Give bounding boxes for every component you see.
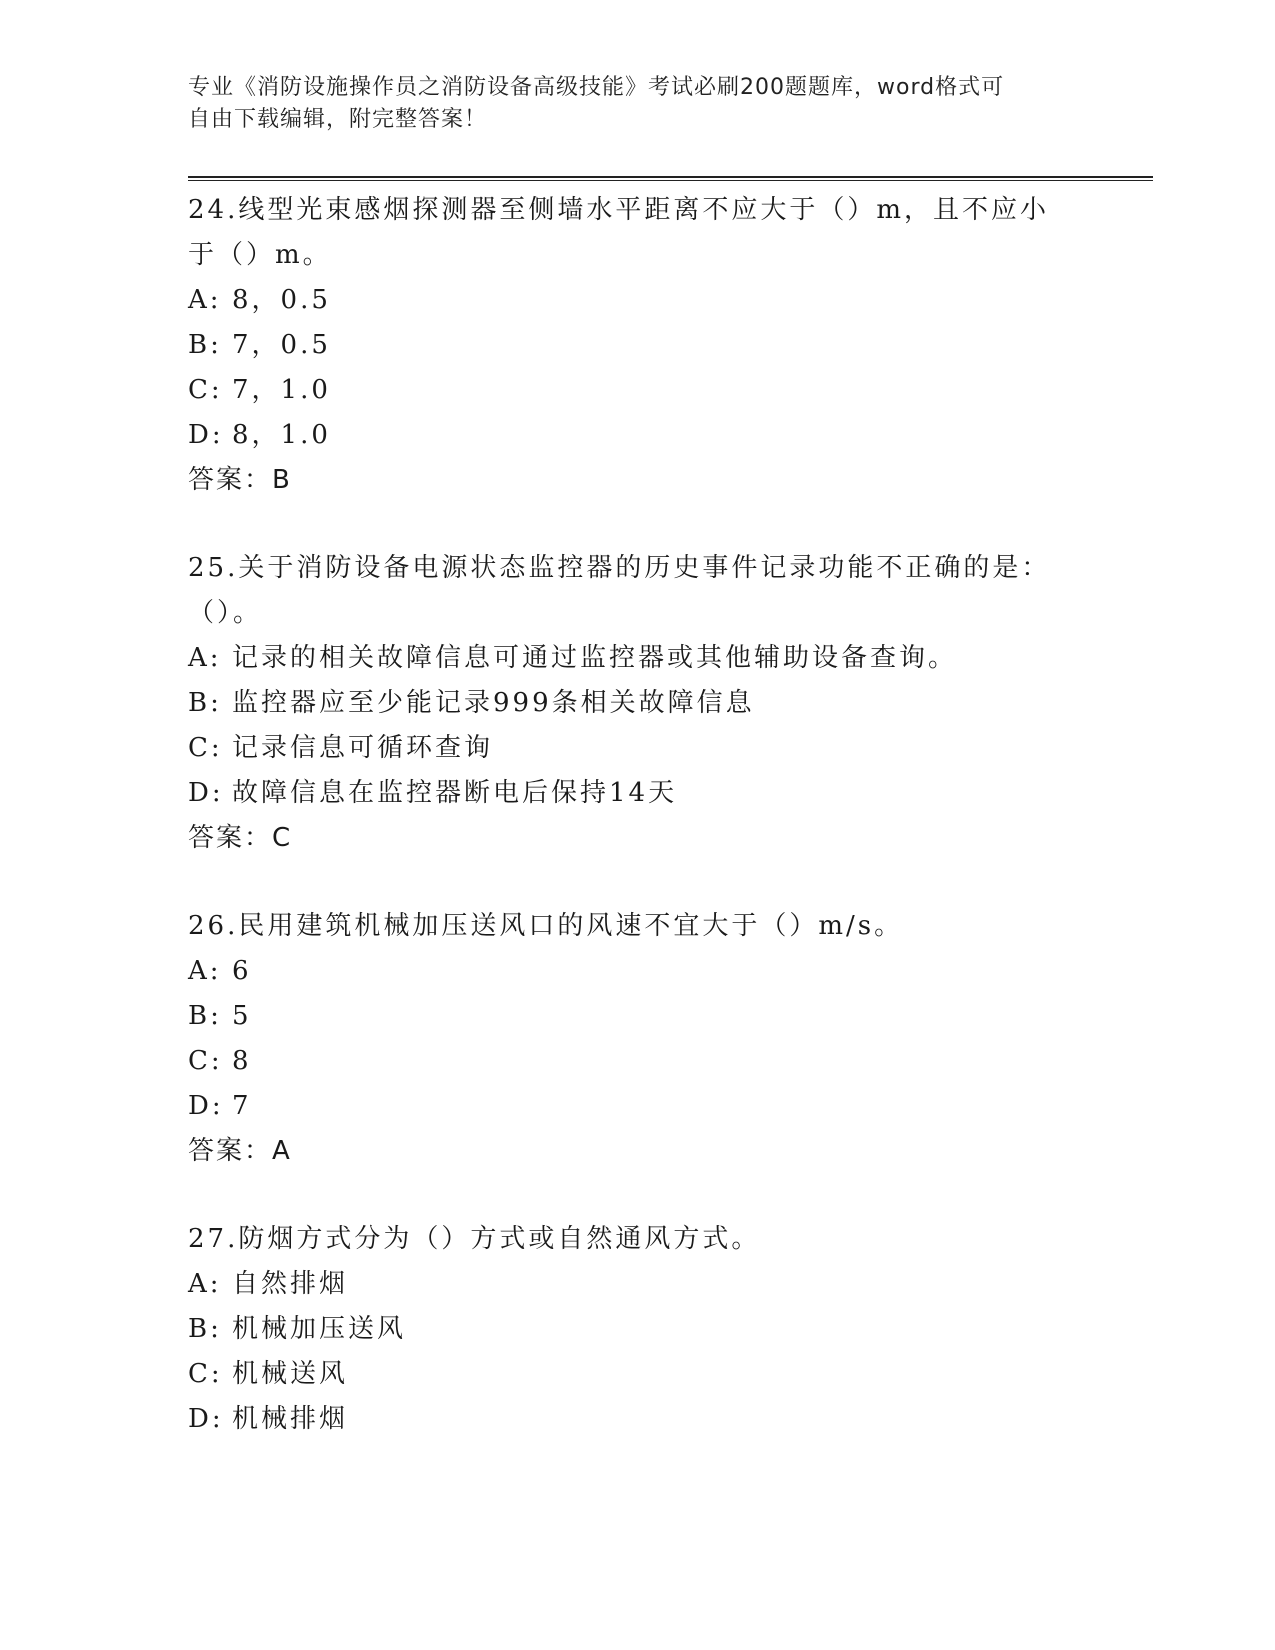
option-letter: A: <box>188 956 222 986</box>
option-text: 监控器应至少能记录999条相关故障信息 <box>232 688 755 718</box>
option-letter: B: <box>188 1001 222 1031</box>
option-c <box>188 1352 1153 1397</box>
option-a <box>188 636 1153 681</box>
question-25 <box>188 546 1153 861</box>
option-text: 7，0.5 <box>232 330 331 360</box>
option-d <box>188 413 1153 458</box>
option-letter: D: <box>188 1404 224 1434</box>
option-b <box>188 1307 1153 1352</box>
option-letter: C: <box>188 1046 223 1076</box>
option-text: 8 <box>232 1046 252 1076</box>
question-text: 26.民用建筑机械加压送风口的风速不宜大于（）m/s。 <box>188 911 904 941</box>
question-text: 24.线型光束感烟探测器至侧墙水平距离不应大于（）m，且不应小于（）m。 <box>188 195 1050 270</box>
document-header <box>188 72 1068 136</box>
option-text: 5 <box>232 1001 252 1031</box>
question-26 <box>188 904 1153 1174</box>
option-text: 故障信息在监控器断电后保持14天 <box>232 778 678 808</box>
option-letter: D: <box>188 778 224 808</box>
question-text: 25.关于消防设备电源状态监控器的历史事件记录功能不正确的是：（）。 <box>188 553 1051 628</box>
question-list <box>188 188 1153 1485</box>
question-text: 27.防烟方式分为（）方式或自然通风方式。 <box>188 1224 761 1254</box>
option-c <box>188 1039 1153 1084</box>
option-letter: C: <box>188 375 223 405</box>
option-text: 机械排烟 <box>232 1404 349 1434</box>
option-b <box>188 994 1153 1039</box>
answer-label: 答案：B <box>188 465 292 495</box>
option-text: 7，1.0 <box>232 375 331 405</box>
header-line-1: 专业《消防设施操作员之消防设备高级技能》考试必刷200题题库，word格式可 <box>188 75 1005 100</box>
option-letter: D: <box>188 1091 224 1121</box>
option-letter: C: <box>188 1359 223 1389</box>
option-letter: B: <box>188 1314 222 1344</box>
option-a <box>188 278 1153 323</box>
option-a <box>188 949 1153 994</box>
option-c <box>188 368 1153 413</box>
question-27 <box>188 1217 1153 1442</box>
option-text: 自然排烟 <box>232 1269 349 1299</box>
option-letter: A: <box>188 643 222 673</box>
question-24 <box>188 188 1153 503</box>
option-text: 机械加压送风 <box>232 1314 407 1344</box>
option-d <box>188 1084 1153 1129</box>
option-text: 8，1.0 <box>232 420 331 450</box>
option-c <box>188 726 1153 771</box>
option-letter: A: <box>188 1269 222 1299</box>
option-a <box>188 1262 1153 1307</box>
option-text: 记录的相关故障信息可通过监控器或其他辅助设备查询。 <box>232 643 958 673</box>
option-b <box>188 323 1153 368</box>
answer-label: 答案：C <box>188 823 293 853</box>
option-letter: B: <box>188 330 222 360</box>
option-text: 6 <box>232 956 252 986</box>
option-text: 机械送风 <box>232 1359 349 1389</box>
option-d <box>188 1397 1153 1442</box>
option-d <box>188 771 1153 816</box>
option-letter: D: <box>188 420 224 450</box>
option-text: 8，0.5 <box>232 285 331 315</box>
option-letter: A: <box>188 285 222 315</box>
document-page <box>188 0 1153 1650</box>
option-text: 7 <box>232 1091 252 1121</box>
option-letter: B: <box>188 688 222 718</box>
option-text: 记录信息可循环查询 <box>232 733 494 763</box>
answer-label: 答案：A <box>188 1136 292 1166</box>
header-divider <box>188 176 1153 181</box>
option-letter: C: <box>188 733 223 763</box>
header-line-2: 自由下载编辑，附完整答案！ <box>188 107 488 132</box>
option-b <box>188 681 1153 726</box>
